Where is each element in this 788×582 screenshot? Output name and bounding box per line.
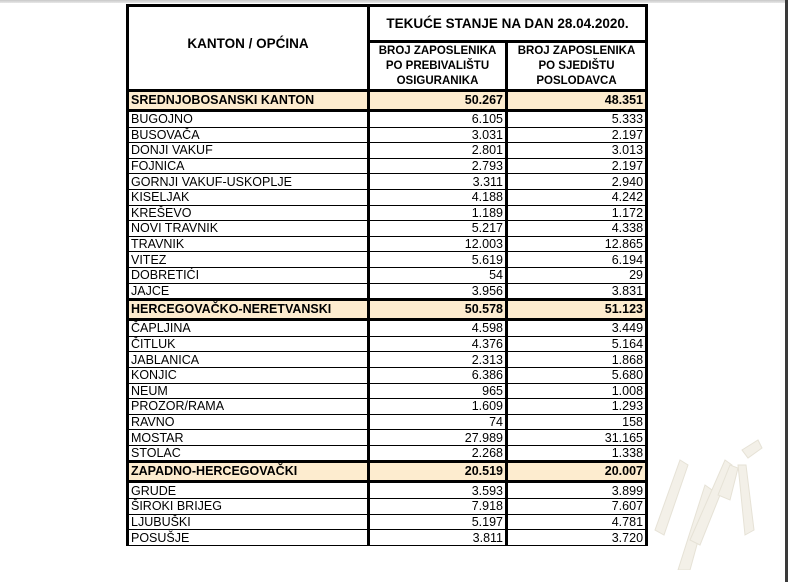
municipality-row	[128, 252, 647, 268]
employer-count: 158	[507, 414, 647, 430]
residence-count: 6.105	[369, 111, 507, 128]
header-line: PO SJEDIŠTU	[538, 59, 615, 72]
employer-count: 2.197	[507, 158, 647, 174]
canton-row	[128, 91, 647, 111]
municipality-row	[128, 283, 647, 300]
municipality-name: MOSTAR	[128, 430, 369, 446]
municipality-row	[128, 221, 647, 237]
municipality-row	[128, 236, 647, 252]
municipality-name: RAVNO	[128, 414, 369, 430]
header-by-employer	[507, 42, 647, 91]
municipality-name: NEUM	[128, 383, 369, 399]
viewer-top-edge	[0, 0, 788, 3]
municipality-name: ČAPLJINA	[128, 320, 369, 337]
employer-count: 4.242	[507, 189, 647, 205]
employer-count: 2.940	[507, 174, 647, 190]
residence-count: 74	[369, 414, 507, 430]
residence-count: 965	[369, 383, 507, 399]
residence-count: 2.268	[369, 445, 507, 462]
municipality-name: KONJIC	[128, 367, 369, 383]
employer-count: 1.868	[507, 352, 647, 368]
employer-count: 3.720	[507, 530, 647, 546]
header-line: OSIGURANIKA	[396, 74, 479, 87]
residence-count: 1.189	[369, 205, 507, 221]
document-page	[126, 4, 648, 546]
canton-residence-count: 50.267	[369, 91, 507, 111]
residence-count: 3.311	[369, 174, 507, 190]
employer-count: 3.449	[507, 320, 647, 337]
municipality-name: JABLANICA	[128, 352, 369, 368]
residence-count: 5.619	[369, 252, 507, 268]
table-body	[128, 91, 647, 546]
employer-count: 3.831	[507, 283, 647, 300]
header-line: BROJ ZAPOSLENIKA	[517, 44, 636, 57]
municipality-row	[128, 189, 647, 205]
municipality-name: GRUDE	[128, 482, 369, 499]
municipality-name: STOLAC	[128, 445, 369, 462]
institution-logo-watermark-icon	[650, 420, 770, 570]
employer-count: 1.293	[507, 399, 647, 415]
residence-count: 2.313	[369, 352, 507, 368]
municipality-name: ŠIROKI BRIJEG	[128, 499, 369, 515]
municipality-row	[128, 205, 647, 221]
municipality-row	[128, 430, 647, 446]
employer-count: 29	[507, 267, 647, 283]
municipality-row	[128, 482, 647, 499]
municipality-name: NOVI TRAVNIK	[128, 221, 369, 237]
canton-residence-count: 20.519	[369, 462, 507, 482]
municipality-name: POSUŠJE	[128, 530, 369, 546]
municipality-name: GORNJI VAKUF-USKOPLJE	[128, 174, 369, 190]
residence-count: 27.989	[369, 430, 507, 446]
employer-count: 12.865	[507, 236, 647, 252]
employer-count: 5.680	[507, 367, 647, 383]
municipality-row	[128, 127, 647, 143]
employer-count: 1.338	[507, 445, 647, 462]
municipality-name: BUSOVAČA	[128, 127, 369, 143]
municipality-row	[128, 174, 647, 190]
residence-count: 2.793	[369, 158, 507, 174]
residence-count: 5.217	[369, 221, 507, 237]
municipality-name: VITEZ	[128, 252, 369, 268]
employer-count: 2.197	[507, 127, 647, 143]
municipality-name: DONJI VAKUF	[128, 143, 369, 159]
employer-count: 3.899	[507, 482, 647, 499]
municipality-row	[128, 143, 647, 159]
canton-name: ZAPADNO-HERCEGOVAČKI	[128, 462, 369, 482]
municipality-row	[128, 158, 647, 174]
canton-employer-count: 48.351	[507, 91, 647, 111]
municipality-row	[128, 383, 647, 399]
canton-residence-count: 50.578	[369, 300, 507, 320]
municipality-name: ČITLUK	[128, 336, 369, 352]
employer-count: 4.338	[507, 221, 647, 237]
municipality-name: LJUBUŠKI	[128, 514, 369, 530]
employer-count: 4.781	[507, 514, 647, 530]
municipality-row	[128, 414, 647, 430]
header-line: BROJ ZAPOSLENIKA	[378, 44, 497, 57]
canton-name: HERCEGOVAČKO-NERETVANSKI	[128, 300, 369, 320]
municipality-name: PROZOR/RAMA	[128, 399, 369, 415]
employer-count: 31.165	[507, 430, 647, 446]
municipality-row	[128, 514, 647, 530]
canton-name: SREDNJOBOSANSKI KANTON	[128, 91, 369, 111]
residence-count: 3.956	[369, 283, 507, 300]
municipality-row	[128, 445, 647, 462]
residence-count: 7.918	[369, 499, 507, 515]
municipality-row	[128, 111, 647, 128]
canton-employer-count: 51.123	[507, 300, 647, 320]
header-line: POSLODAVCA	[536, 74, 617, 87]
employer-count: 1.008	[507, 383, 647, 399]
residence-count: 12.003	[369, 236, 507, 252]
municipality-name: KISELJAK	[128, 189, 369, 205]
residence-count: 3.031	[369, 127, 507, 143]
municipality-row	[128, 267, 647, 283]
residence-count: 6.386	[369, 367, 507, 383]
residence-count: 4.598	[369, 320, 507, 337]
residence-count: 54	[369, 267, 507, 283]
canton-row	[128, 462, 647, 482]
employer-count: 3.013	[507, 143, 647, 159]
header-line: PO PREBIVALIŠTU	[385, 59, 490, 72]
municipality-row	[128, 499, 647, 515]
municipality-row	[128, 320, 647, 337]
employer-count: 6.194	[507, 252, 647, 268]
municipality-row	[128, 352, 647, 368]
employer-count: 5.333	[507, 111, 647, 128]
residence-count: 3.811	[369, 530, 507, 546]
header-by-residence	[369, 42, 507, 91]
residence-count: 4.376	[369, 336, 507, 352]
municipality-row	[128, 530, 647, 546]
municipality-name: TRAVNIK	[128, 236, 369, 252]
header-current-status-date: TEKUĆE STANJE NA DAN 28.04.2020.	[369, 6, 647, 42]
canton-employer-count: 20.007	[507, 462, 647, 482]
municipality-row	[128, 399, 647, 415]
municipality-name: KREŠEVO	[128, 205, 369, 221]
employer-count: 7.607	[507, 499, 647, 515]
municipality-name: DOBRETIĆI	[128, 267, 369, 283]
header-canton-municipality: KANTON / OPĆINA	[128, 6, 369, 91]
municipality-name: FOJNICA	[128, 158, 369, 174]
residence-count: 2.801	[369, 143, 507, 159]
residence-count: 5.197	[369, 514, 507, 530]
residence-count: 4.188	[369, 189, 507, 205]
canton-row	[128, 300, 647, 320]
municipality-name: BUGOJNO	[128, 111, 369, 128]
municipality-row	[128, 367, 647, 383]
residence-count: 3.593	[369, 482, 507, 499]
employment-table	[126, 4, 648, 546]
municipality-row	[128, 336, 647, 352]
municipality-name: JAJCE	[128, 283, 369, 300]
residence-count: 1.609	[369, 399, 507, 415]
employer-count: 1.172	[507, 205, 647, 221]
employer-count: 5.164	[507, 336, 647, 352]
